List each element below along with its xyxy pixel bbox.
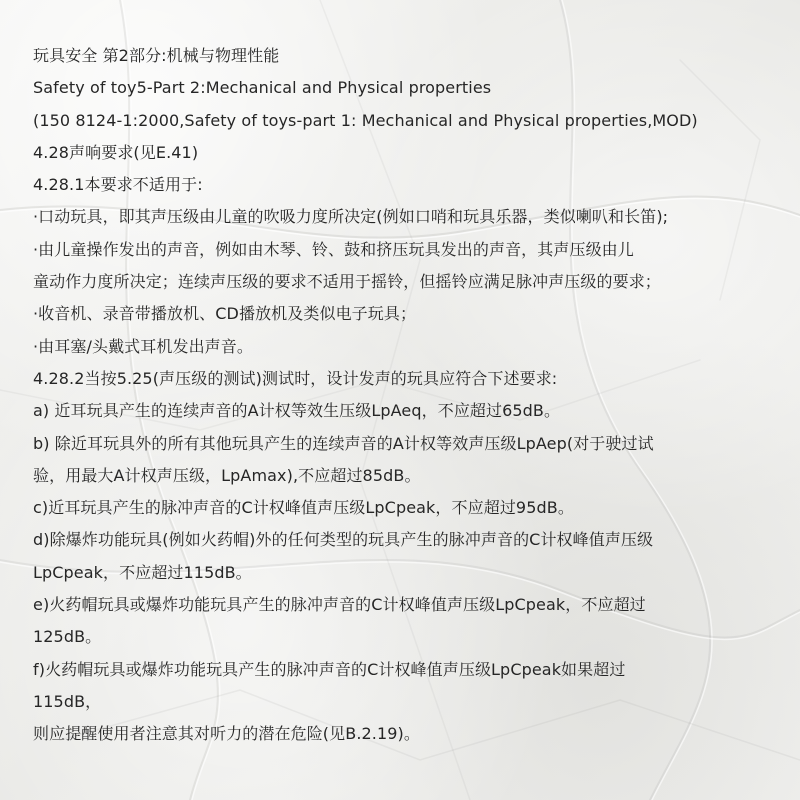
requirement-item: e)火药帽玩具或爆炸功能玩具产生的脉冲声音的C计权峰值声压级LpCpeak，不应超过 [33,595,646,615]
warning-note: 则应提醒使用者注意其对听力的潜在危险(见B.2.19)。 [33,724,420,744]
requirement-item-continued: LpCpeak，不应超过115dB。 [33,562,252,582]
requirement-item-continued: 125dB。 [33,627,102,647]
english-title: Safety of toy5-Part 2:Mechanical and Physical properties [33,78,492,98]
requirement-item: d)除爆炸功能玩具(例如火药帽)外的任何类型的玩具产生的脉冲声音的C计权峰值声压级 [33,530,654,550]
requirement-item-continued: 验，用最大A计权声压级，LpAmax),不应超过85dB。 [33,465,421,485]
subsection-heading: 4.28.1本要求不适用于: [33,175,203,195]
requirement-item: c)近耳玩具产生的脉冲声音的C计权峰值声压级LpCpeak，不应超过95dB。 [33,498,574,518]
subsection-heading: 4.28.2当按5.25(声压级的测试)测试时，设计发声的玩具应符合下述要求: [33,368,558,388]
requirement-item-continued: 115dB， [33,691,102,711]
section-heading: 4.28声响要求(见E.41) [33,142,199,162]
exclusion-item-continued: 童动作力度所决定；连续声压级的要求不适用于摇铃，但摇铃应满足脉冲声压级的要求； [33,272,661,292]
exclusion-item: ·由耳塞/头戴式耳机发出声音。 [33,336,253,356]
requirement-item: a) 近耳玩具产生的连续声音的A计权等效生压级LpAeq，不应超过65dB。 [33,401,561,421]
exclusion-item: ·由儿童操作发出的声音，例如由木琴、铃、鼓和挤压玩具发出的声音，其声压级由儿 [33,239,634,259]
standard-reference: (150 8124-1:2000,Safety of toys-part 1: Mechanical and Physical properties,MOD) [33,110,698,130]
requirement-item: f)火药帽玩具或爆炸功能玩具产生的脉冲声音的C计权峰值声压级LpCpeak如果超过 [33,659,626,679]
document-title: 玩具安全 第2部分:机械与物理性能 [33,46,280,65]
exclusion-item: ·口动玩具，即其声压级由儿童的吹吸力度所决定(例如口哨和玩具乐器，类似喇叭和长笛); [33,207,669,227]
exclusion-item: ·收音机、录音带播放机、CD播放机及类似电子玩具； [33,304,417,324]
document-text [33,40,793,751]
requirement-item: b) 除近耳玩具外的所有其他玩具产生的连续声音的A计权等效声压级LpAep(对于驶过试 [33,433,654,453]
